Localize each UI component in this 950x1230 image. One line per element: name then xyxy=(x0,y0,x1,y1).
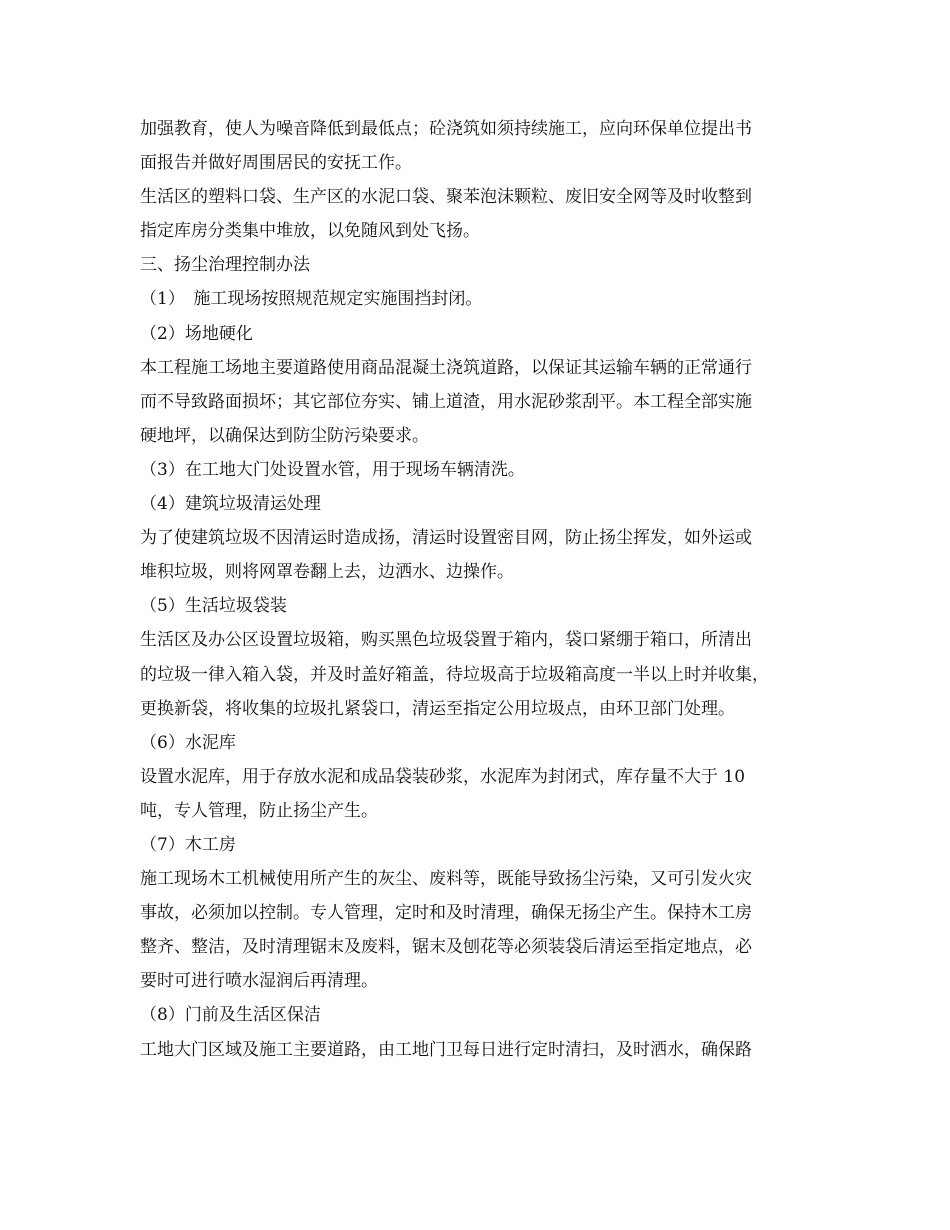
paragraph-line: 要时可进行喷水湿润后再清理。 xyxy=(140,971,378,992)
paragraph-line: 为了使建筑垃圾不因清运时造成扬，清运时设置密目网，防止扬尘挥发，如外运或 xyxy=(140,528,752,549)
paragraph-line: 加强教育，使人为噪音降低到最低点；砼浇筑如须持续施工，应向环保单位提出书 xyxy=(140,119,752,139)
paragraph-line: 更换新袋，将收集的垃圾扎紧袋口，清运至指定公用垃圾点，由环卫部门处理。 xyxy=(140,698,735,719)
subsection-heading: （4）建筑垃圾清运处理 xyxy=(140,494,321,515)
paragraph-line: 生活区的塑料口袋、生产区的水泥口袋、聚苯泡沫颗粒、废旧安全网等及时收整到 xyxy=(140,187,752,208)
paragraph-line: 事故，必须加以控制。专人管理，定时和及时清理，确保无扬尘产生。保持木工房 xyxy=(140,903,752,924)
subsection-heading: （8）门前及生活区保洁 xyxy=(140,1005,321,1026)
paragraph-line: 设置水泥库，用于存放水泥和成品袋装砂浆，水泥库为封闭式，库存量不大于 10 xyxy=(140,766,746,787)
paragraph-line: 吨，专人管理，防止扬尘产生。 xyxy=(140,800,378,821)
subsection-heading: （7）木工房 xyxy=(140,834,236,855)
paragraph-line: 整齐、整洁，及时清理锯末及废料，锯末及刨花等必须装袋后清运至指定地点，必 xyxy=(140,937,752,958)
subsection-heading: （1） 施工现场按照规范规定实施围挡封闭。 xyxy=(140,289,483,310)
paragraph-line: 堆积垃圾，则将网罩卷翻上去，边洒水、边操作。 xyxy=(140,562,514,583)
paragraph-line: 施工现场木工机械使用所产生的灰尘、废料等，既能导致扬尘污染，又可引发火灾 xyxy=(140,869,752,890)
paragraph-line: 本工程施工场地主要道路使用商品混凝土浇筑道路，以保证其运输车辆的正常通行 xyxy=(140,357,752,378)
subsection-heading: （5）生活垃圾袋装 xyxy=(140,596,287,617)
paragraph-line: 生活区及办公区设置垃圾箱，购买黑色垃圾袋置于箱内，袋口紧绷于箱口，所清出 xyxy=(140,630,752,651)
subsection-heading: （3）在工地大门处设置水管，用于现场车辆清洗。 xyxy=(140,459,525,480)
subsection-heading: （2）场地硬化 xyxy=(140,323,253,344)
paragraph-line: 而不导致路面损坏；其它部位夯实、铺上道渣，用水泥砂浆刮平。本工程全部实施 xyxy=(140,391,752,412)
section-heading: 三、扬尘治理控制办法 xyxy=(140,255,310,276)
paragraph-line: 的垃圾一律入箱入袋，并及时盖好箱盖，待垃圾高于垃圾箱高度一半以上时并收集， xyxy=(140,664,769,685)
document-body xyxy=(140,112,820,1067)
paragraph-line: 工地大门区域及施工主要道路，由工地门卫每日进行定时清扫，及时洒水，确保路 xyxy=(140,1039,752,1060)
paragraph-line: 指定库房分类集中堆放，以免随风到处飞扬。 xyxy=(140,221,480,242)
paragraph-line: 硬地坪，以确保达到防尘防污染要求。 xyxy=(140,425,429,446)
paragraph-line: 面报告并做好周围居民的安抚工作。 xyxy=(140,153,412,174)
subsection-heading: （6）水泥库 xyxy=(140,732,236,753)
